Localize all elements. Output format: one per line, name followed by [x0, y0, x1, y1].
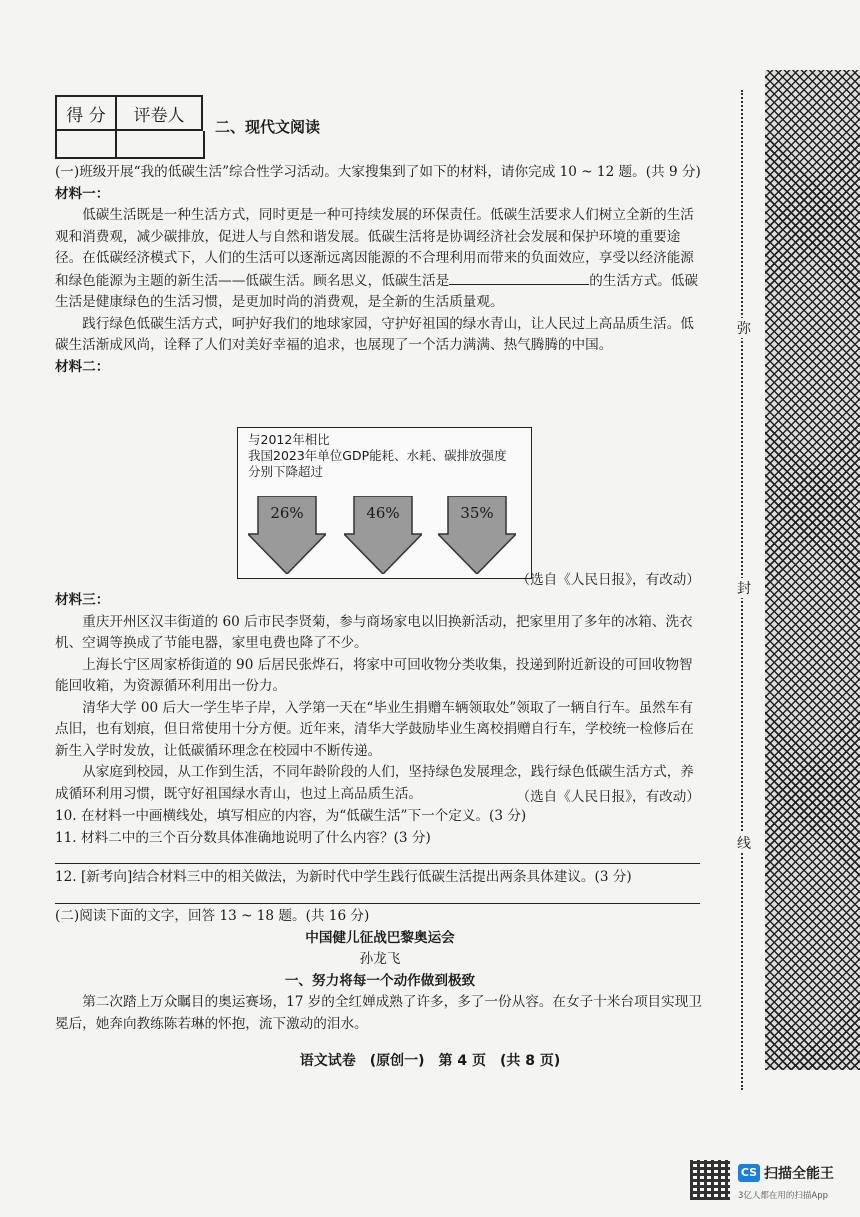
camscanner-tagline: 3亿人都在用的扫描App: [738, 1191, 829, 1201]
material1-label: 材料一：: [55, 185, 110, 202]
question-12-block: [55, 867, 705, 889]
question-11: 11. 材料二中的三个百分数具体准确地说明了什么内容？(3 分): [55, 829, 431, 846]
answer-line[interactable]: [55, 903, 700, 904]
article-subtitle: 一、努力将每一个动作做到极致: [284, 972, 476, 989]
binding-char-2: 封: [737, 578, 751, 598]
material1-para2: 践行绿色低碳生活方式，呵护好我们的地球家园，守护好祖国的绿水青山，让人民过上高品质生活。低碳生活渐成风尚，诠释了人们对美好幸福的追求，也展现了一个活力满满、热气腾腾的中国。: [55, 315, 694, 353]
binding-char-3: 线: [737, 833, 751, 853]
page-footer: 语文试卷 (原创一) 第 4 页 (共 8 页): [299, 1053, 561, 1069]
question-12: 12. [新考向]结合材料三中的相关做法，为新时代中学生践行低碳生活提出两条具体建议。(3 分): [55, 869, 632, 885]
material3-para4: 从家庭到校园，从工作到生活，不同年龄阶段的人们，坚持绿色发展理念，践行绿色低碳生活方式，养成循环利用习惯，既守好祖国绿水青山，也过上高品质生活。: [55, 764, 694, 802]
article-para1: 第二次踏上万众瞩目的奥运赛场，17 岁的全红婵成熟了许多，多了一份从容。在女子十米台项目实现卫冕后，她奔向教练陈若琳的怀抱，流下激动的泪水。: [55, 994, 702, 1032]
question-10: 10. 在材料一中画横线处，填写相应的内容，为“低碳生活”下一个定义。(3 分): [55, 808, 527, 824]
hatched-margin: [765, 70, 860, 1070]
answer-line[interactable]: [55, 863, 700, 864]
material3-para2: 上海长宁区周家桥街道的 90 后居民张烨石，将家中可回收物分类收集，投递到附近新设的可回收物智能回收箱，为资源循环利用出一份力。: [55, 656, 693, 694]
material3-para1: 重庆开州区汉丰街道的 60 后市民李贤菊，参与商场家电以旧换新活动，把家里用了多年的冰箱、洗衣机、空调等换成了节能电器，家里电费也降了不少。: [55, 613, 693, 651]
score-label: 得 分: [57, 97, 117, 129]
material1-para1: 低碳生活既是一种生活方式，同时更是一种可持续发展的环保责任。低碳生活要求人们树立全新的生活观和消费观，减少碳排放，促进人与自然和谐发展。低碳生活将是协调经济社会发展和保护环境的重要途径。在低碳经济模式下，人们的生活可以逐渐远离因能源的不合理利用而带来的负面效应，享受以经济能源和绿色能源为主题的新生活——低碳生活。顾名思义，低碳生活是 的生活方式。低碳生活是健康绿色的生活习惯，是更加时尚的消费观，是全新的生活质量观。: [55, 207, 698, 310]
binding-char-1: 弥: [737, 318, 751, 338]
value-1: 26%: [270, 504, 304, 522]
camscanner-name: 扫描全能王: [764, 1166, 834, 1182]
material2-label: 材料二：: [55, 358, 110, 375]
value-2: 46%: [366, 504, 400, 522]
section-title: 二、现代文阅读: [215, 118, 321, 136]
material2-figure: [237, 427, 532, 579]
material3-para3: 清华大学 00 后大一学生毕子岸，入学第一天在“毕业生捐赠车辆领取处”领取了一辆自行车。虽然车有点旧，也有划痕，但日常使用十分方便。近年来，清华大学鼓励毕业生离校捐赠自行车，学校统一检修后在新生入学时发放，让低碳循环理念在校园中不断传递。: [55, 699, 694, 759]
answer-blank[interactable]: [449, 270, 589, 285]
questions-block: [55, 806, 705, 849]
material3-label: 材料三：: [55, 592, 110, 608]
part1-intro: (一)班级开展“我的低碳生活”综合性学习活动。大家搜集到了如下的材料，请你完成 10 ~ 12 题。(共 9 分): [55, 164, 701, 180]
figure-caption: 与2012年相比 我国2023年单位GDP能耗、水耗、碳排放强度 分别下降超过: [248, 432, 507, 479]
part1-block: [55, 162, 705, 378]
camscanner-logo: CS: [738, 1164, 760, 1182]
material3-source: （选自《人民日报》，有改动）: [516, 789, 700, 805]
article-author: 孙龙飞: [359, 951, 401, 967]
score-box: [55, 95, 203, 131]
material3-block: [55, 590, 705, 805]
article-title: 中国健儿征战巴黎奥运会: [305, 929, 455, 946]
material2-source: （选自《人民日报》，有改动）: [516, 572, 700, 588]
value-3: 35%: [460, 504, 494, 522]
grader-label: 评卷人: [133, 105, 185, 126]
qr-code-icon: [690, 1160, 730, 1200]
part2-block: [55, 906, 705, 1035]
part2-intro: (二)阅读下面的文字，回答 13 ~ 18 题。(共 16 分): [55, 908, 370, 924]
